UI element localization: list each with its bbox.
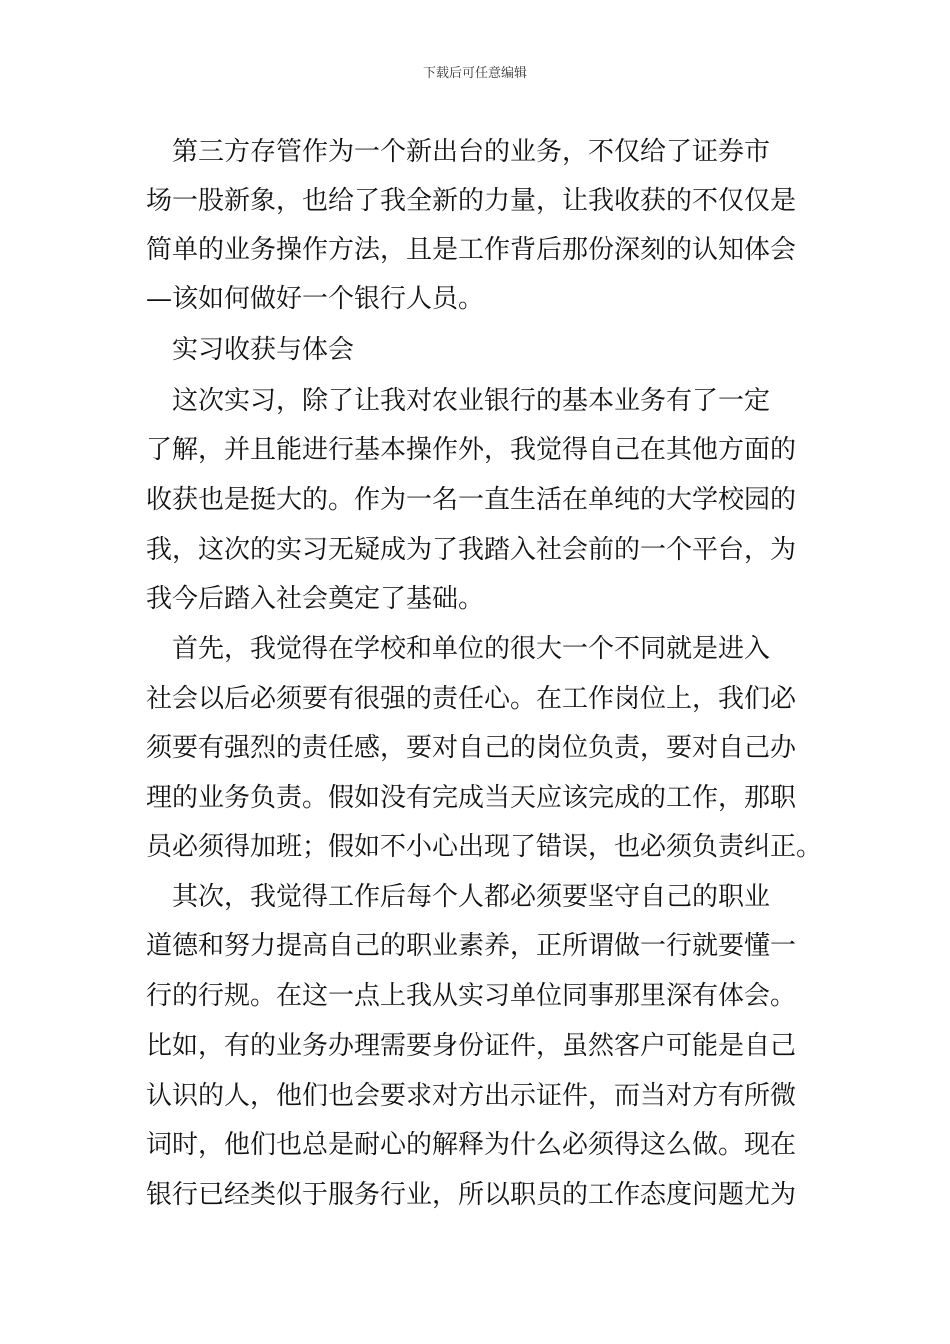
text-line: 我今后踏入社会奠定了基础。 <box>146 584 485 614</box>
text-line: 第三方存管作为一个新出台的业务，不仅给了证券市 <box>146 137 771 167</box>
text-line: 了解，并且能进行基本操作外，我觉得自己在其他方面的 <box>146 435 797 465</box>
text-line: 认识的人，他们也会要求对方出示证件，而当对方有所微 <box>146 1081 797 1111</box>
page-header: 下载后可任意编辑 <box>422 66 527 81</box>
text-line: 场一股新象，也给了我全新的力量，让我收获的不仅仅是 <box>146 186 797 216</box>
text-line: 理的业务负责。假如没有完成当天应该完成的工作，那职 <box>146 783 797 813</box>
text-line: 这次实习，除了让我对农业银行的基本业务有了一定 <box>146 386 771 416</box>
text-line: 社会以后必须要有很强的责任心。在工作岗位上，我们必 <box>146 684 797 714</box>
text-line: 道德和努力提高自己的职业素养，正所谓做一行就要懂一 <box>146 931 797 961</box>
text-line: 收获也是挺大的。作为一名一直生活在单纯的大学校园的 <box>146 485 797 515</box>
text-line: —该如何做好一个银行人员。 <box>146 284 485 314</box>
text-line: 我，这次的实习无疑成为了我踏入社会前的一个平台，为 <box>146 535 797 565</box>
text-line: 比如，有的业务办理需要身份证件，虽然客户可能是自己 <box>146 1031 797 1061</box>
text-line: 须要有强烈的责任感，要对自己的岗位负责，要对自己办 <box>146 733 797 763</box>
text-line: 行的行规。在这一点上我从实习单位同事那里深有体会。 <box>146 981 797 1011</box>
text-line: 词时，他们也总是耐心的解释为什么必须得这么做。现在 <box>146 1130 797 1160</box>
text-line: 简单的业务操作方法，且是工作背后那份深刻的认知体会 <box>146 235 797 265</box>
text-line: 其次，我觉得工作后每个人都必须要坚守自己的职业 <box>146 882 771 912</box>
section-heading: 实习收获与体会 <box>146 335 355 365</box>
text-line: 银行已经类似于服务行业，所以职员的工作态度问题尤为 <box>146 1180 797 1210</box>
text-line: 首先，我觉得在学校和单位的很大一个不同就是进入 <box>146 634 771 664</box>
text-line: 员必须得加班；假如不小心出现了错误，也必须负责纠正。 <box>146 832 823 862</box>
